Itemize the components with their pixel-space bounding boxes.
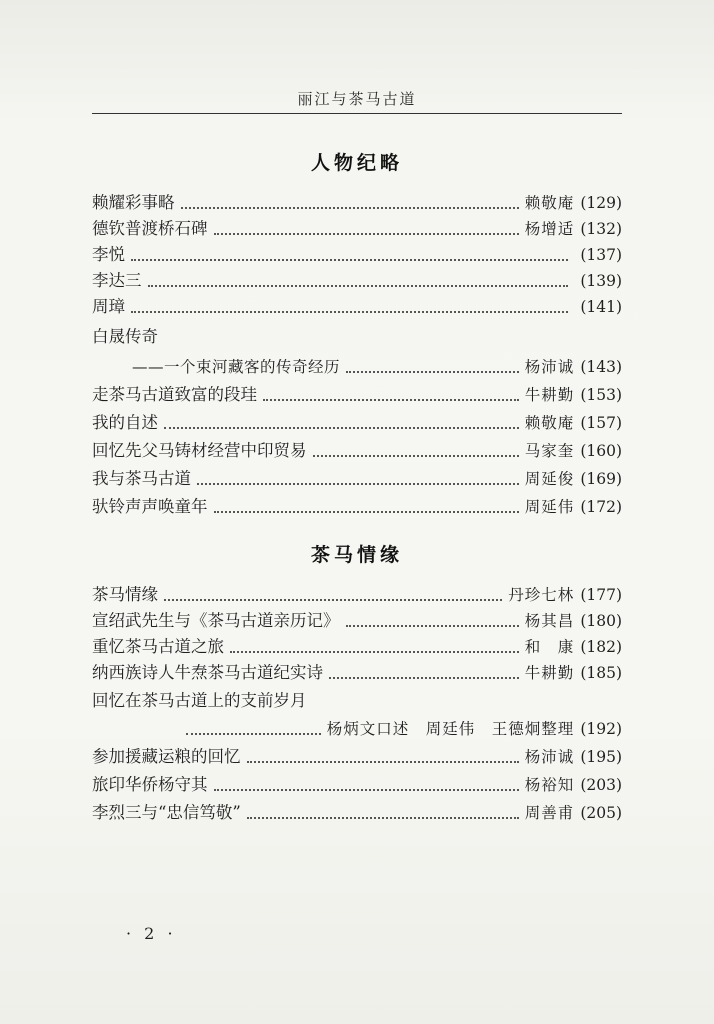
toc-row: [92, 632, 622, 658]
dot-leader: [131, 311, 568, 313]
dot-leader: [214, 789, 519, 791]
dot-leader: [247, 817, 519, 819]
dot-leader: [263, 399, 519, 401]
dot-leader: [247, 761, 519, 763]
toc-page: (137): [580, 246, 622, 264]
toc-title: 重忆茶马古道之旅: [92, 637, 224, 656]
toc-page: (143): [580, 358, 622, 376]
toc-row-subtitle: [132, 352, 622, 378]
toc-page: (141): [580, 298, 622, 316]
toc-title: 回忆先父马铸材经营中印贸易: [92, 441, 307, 460]
dot-leader: [214, 511, 519, 513]
page-folio: · 2 ·: [126, 924, 177, 943]
toc-title: 纳西族诗人牛焘茶马古道纪实诗: [92, 663, 323, 682]
toc-title: 李达三: [92, 271, 142, 290]
toc-page: (172): [580, 498, 622, 516]
toc-author: 杨沛诚: [524, 748, 575, 766]
toc-author: 丹珍七林: [508, 586, 575, 604]
toc-title: 回忆在茶马古道上的支前岁月: [92, 691, 307, 710]
toc-row: [92, 770, 622, 796]
header-rule: [92, 113, 622, 114]
dot-leader: [131, 259, 568, 261]
toc-row: [92, 658, 622, 684]
toc-author: 赖敬庵: [524, 414, 575, 432]
toc-author: 和 康: [524, 638, 575, 656]
toc-row: [92, 742, 622, 768]
toc-author: 杨增适: [524, 220, 575, 238]
section-title-tea-horse: 茶马情缘: [310, 544, 403, 566]
toc-page: (180): [580, 612, 622, 630]
toc-author: 周延伟: [524, 498, 575, 516]
toc-row: [92, 380, 622, 406]
toc-row: [92, 214, 622, 240]
toc-author: 杨裕知: [524, 776, 575, 794]
dot-leader: [181, 207, 519, 209]
toc-author: 周延俊: [524, 470, 575, 488]
toc-row: [92, 322, 622, 348]
toc-title: 赖耀彩事略: [92, 193, 175, 212]
dot-leader: [329, 677, 519, 679]
toc-author: 杨炳文口述 周廷伟 王德炯整理: [326, 720, 575, 738]
toc-author: 杨沛诚: [524, 358, 575, 376]
toc-row: [92, 436, 622, 462]
section-title-people: 人物纪略: [310, 152, 403, 174]
toc-page: (139): [580, 272, 622, 290]
toc-page: (129): [580, 194, 622, 212]
toc-page: (157): [580, 414, 622, 432]
dot-leader: [197, 483, 519, 485]
toc-row: [92, 606, 622, 632]
toc-row: [92, 292, 622, 318]
toc-page: (203): [580, 776, 622, 794]
toc-page: (177): [580, 586, 622, 604]
toc-title: 宣绍武先生与《茶马古道亲历记》: [92, 611, 340, 630]
dot-leader: [164, 599, 502, 601]
toc-title: 周璋: [92, 297, 125, 316]
dot-leader: [346, 371, 519, 373]
toc-subtitle: ——一个束河藏客的传奇经历: [132, 358, 341, 376]
dot-leader: [346, 625, 519, 627]
toc-author: 牛耕勤: [524, 664, 575, 682]
toc-page: (153): [580, 386, 622, 404]
toc-row: [92, 464, 622, 490]
toc-title: 走茶马古道致富的段珪: [92, 385, 257, 404]
toc-page: (185): [580, 664, 622, 682]
toc-row: [92, 408, 622, 434]
toc-title: 我与茶马古道: [92, 469, 191, 488]
toc-author: 杨其昌: [524, 612, 575, 630]
toc-author: 周善甫: [524, 804, 575, 822]
dot-leader: [230, 651, 519, 653]
toc-page: (182): [580, 638, 622, 656]
toc-author: 马家奎: [524, 442, 575, 460]
toc-page: (195): [580, 748, 622, 766]
toc-author: 牛耕勤: [524, 386, 575, 404]
toc-row: [92, 492, 622, 518]
toc-title: 德钦普渡桥石碑: [92, 219, 208, 238]
dot-leader: [313, 455, 519, 457]
dot-leader: [164, 427, 519, 429]
toc-title: 白晟传奇: [92, 327, 158, 346]
toc-page: (132): [580, 220, 622, 238]
toc-page: (169): [580, 470, 622, 488]
toc-row: [92, 798, 622, 824]
toc-page: (205): [580, 804, 622, 822]
toc-title: 茶马情缘: [92, 585, 158, 604]
toc-row: [92, 686, 622, 712]
toc-title: 李悦: [92, 245, 125, 264]
toc-row: [92, 240, 622, 266]
toc-title: 旅印华侨杨守其: [92, 775, 208, 794]
dot-leader: [148, 285, 569, 287]
dot-leader: [214, 233, 519, 235]
toc-title: 李烈三与“忠信笃敬”: [92, 803, 241, 822]
toc-row: [92, 580, 622, 606]
toc-row: [92, 188, 622, 214]
toc-title: 参加援藏运粮的回忆: [92, 747, 241, 766]
toc-page: (160): [580, 442, 622, 460]
running-head: 丽江与茶马古道: [297, 90, 417, 108]
dot-leader: [186, 733, 321, 735]
toc-title: 我的自述: [92, 413, 158, 432]
toc-row: [92, 266, 622, 292]
toc-author: 赖敬庵: [524, 194, 575, 212]
toc-page: (192): [580, 720, 622, 738]
toc-row-contributors: [186, 714, 622, 740]
toc-title: 驮铃声声唤童年: [92, 497, 208, 516]
